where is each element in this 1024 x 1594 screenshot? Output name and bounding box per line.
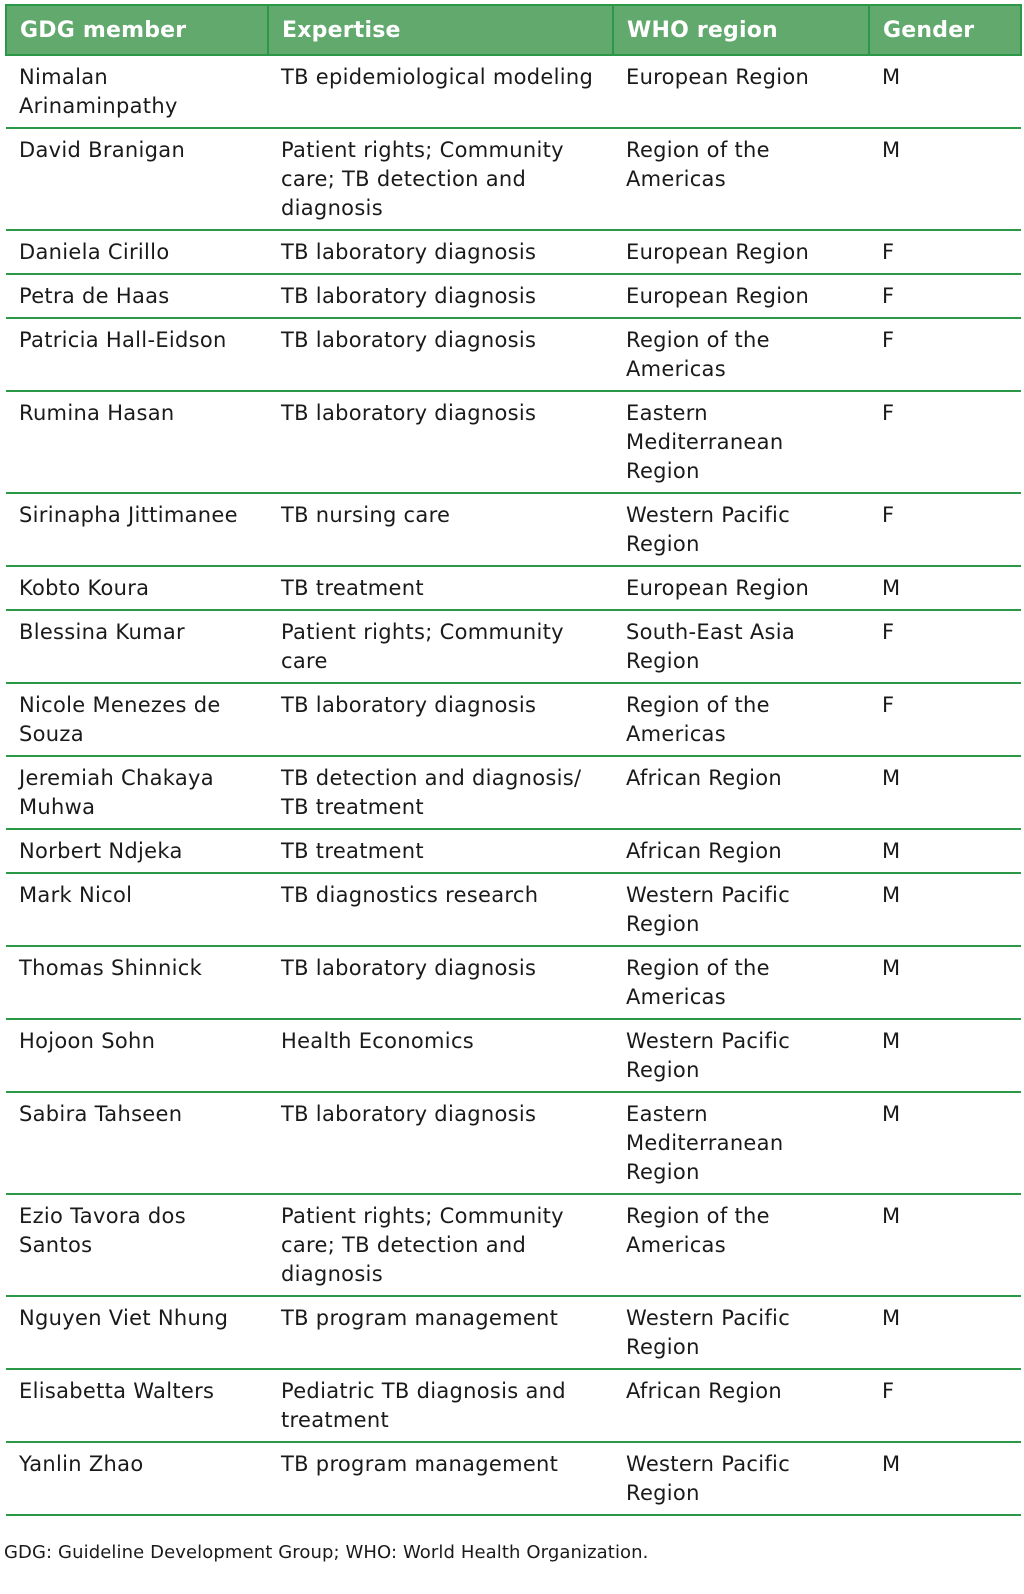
member-cell: Ezio Tavora dos Santos [6,1194,268,1296]
gender-cell: F [869,274,1021,318]
region-cell: Region of the Americas [613,128,869,230]
member-cell: Sabira Tahseen [6,1092,268,1194]
gender-cell: M [869,873,1021,946]
region-cell: African Region [613,1369,869,1442]
region-cell: Western Pacific Region [613,1442,869,1515]
member-cell: Patricia Hall-Eidson [6,318,268,391]
gender-cell: M [869,1296,1021,1369]
region-cell: Eastern Mediterranean Region [613,391,869,493]
gender-cell: M [869,829,1021,873]
expertise-cell: TB laboratory diagnosis [268,230,613,274]
region-cell: Region of the Americas [613,683,869,756]
gender-cell: F [869,318,1021,391]
gender-cell: M [869,1442,1021,1515]
member-cell: Petra de Haas [6,274,268,318]
member-cell: Norbert Ndjeka [6,829,268,873]
header-gender: Gender [869,5,1021,55]
gender-cell: F [869,230,1021,274]
expertise-cell: TB laboratory diagnosis [268,946,613,1019]
region-cell: South-East Asia Region [613,610,869,683]
gender-cell: M [869,566,1021,610]
expertise-cell: Patient rights; Community care; TB detection and diagnosis [268,128,613,230]
table-row [6,55,1021,128]
header-gdg-member: GDG member [6,5,268,55]
expertise-cell: TB diagnostics research [268,873,613,946]
member-cell: Hojoon Sohn [6,1019,268,1092]
table-row [6,1019,1021,1092]
table-row [6,1194,1021,1296]
region-cell: African Region [613,756,869,829]
gender-cell: F [869,391,1021,493]
expertise-cell: Patient rights; Community care [268,610,613,683]
expertise-cell: Pediatric TB diagnosis and treatment [268,1369,613,1442]
expertise-cell: Patient rights; Community care; TB detection and diagnosis [268,1194,613,1296]
table-row [6,128,1021,230]
gender-cell: M [869,128,1021,230]
member-cell: Mark Nicol [6,873,268,946]
table-row [6,829,1021,873]
table-row [6,1092,1021,1194]
gender-cell: M [869,1194,1021,1296]
header-who-region: WHO region [613,5,869,55]
member-cell: David Branigan [6,128,268,230]
gender-cell: M [869,55,1021,128]
table-row [6,873,1021,946]
table-row [6,318,1021,391]
member-cell: Sirinapha Jittimanee [6,493,268,566]
expertise-cell: TB program management [268,1296,613,1369]
table-row [6,274,1021,318]
region-cell: European Region [613,566,869,610]
gender-cell: F [869,683,1021,756]
region-cell: Region of the Americas [613,946,869,1019]
header-expertise: Expertise [268,5,613,55]
expertise-cell: Health Economics [268,1019,613,1092]
expertise-cell: TB laboratory diagnosis [268,683,613,756]
member-cell: Daniela Cirillo [6,230,268,274]
region-cell: Region of the Americas [613,318,869,391]
expertise-cell: TB laboratory diagnosis [268,391,613,493]
member-cell: Nicole Menezes de Souza [6,683,268,756]
region-cell: African Region [613,829,869,873]
expertise-cell: TB laboratory diagnosis [268,1092,613,1194]
table-row [6,230,1021,274]
region-cell: Western Pacific Region [613,1019,869,1092]
member-cell: Rumina Hasan [6,391,268,493]
expertise-cell: TB treatment [268,566,613,610]
gender-cell: M [869,946,1021,1019]
table-row [6,756,1021,829]
table-row [6,1296,1021,1369]
gender-cell: F [869,1369,1021,1442]
member-cell: Thomas Shinnick [6,946,268,1019]
expertise-cell: TB program management [268,1442,613,1515]
table-row [6,683,1021,756]
header-row [6,5,1021,55]
table-row [6,493,1021,566]
expertise-cell: TB treatment [268,829,613,873]
footnote: GDG: Guideline Development Group; WHO: World Health Organization. [4,1542,649,1563]
table-row [6,1369,1021,1442]
table-row [6,610,1021,683]
member-cell: Blessina Kumar [6,610,268,683]
region-cell: European Region [613,230,869,274]
expertise-cell: TB nursing care [268,493,613,566]
table-row [6,391,1021,493]
member-cell: Nimalan Arinaminpathy [6,55,268,128]
expertise-cell: TB laboratory diagnosis [268,318,613,391]
region-cell: Western Pacific Region [613,873,869,946]
region-cell: Western Pacific Region [613,1296,869,1369]
gender-cell: F [869,610,1021,683]
member-cell: Yanlin Zhao [6,1442,268,1515]
region-cell: Region of the Americas [613,1194,869,1296]
region-cell: European Region [613,55,869,128]
gender-cell: M [869,1019,1021,1092]
expertise-cell: TB epidemiological modeling [268,55,613,128]
member-cell: Elisabetta Walters [6,1369,268,1442]
region-cell: European Region [613,274,869,318]
expertise-cell: TB laboratory diagnosis [268,274,613,318]
table-row [6,1442,1021,1515]
expertise-cell: TB detection and diagnosis/ TB treatment [268,756,613,829]
gender-cell: M [869,756,1021,829]
member-cell: Nguyen Viet Nhung [6,1296,268,1369]
table-row [6,946,1021,1019]
region-cell: Eastern Mediterranean Region [613,1092,869,1194]
table-row [6,566,1021,610]
member-cell: Jeremiah Chakaya Muhwa [6,756,268,829]
gender-cell: M [869,1092,1021,1194]
gdg-members-table [5,4,1022,1516]
gender-cell: F [869,493,1021,566]
member-cell: Kobto Koura [6,566,268,610]
region-cell: Western Pacific Region [613,493,869,566]
